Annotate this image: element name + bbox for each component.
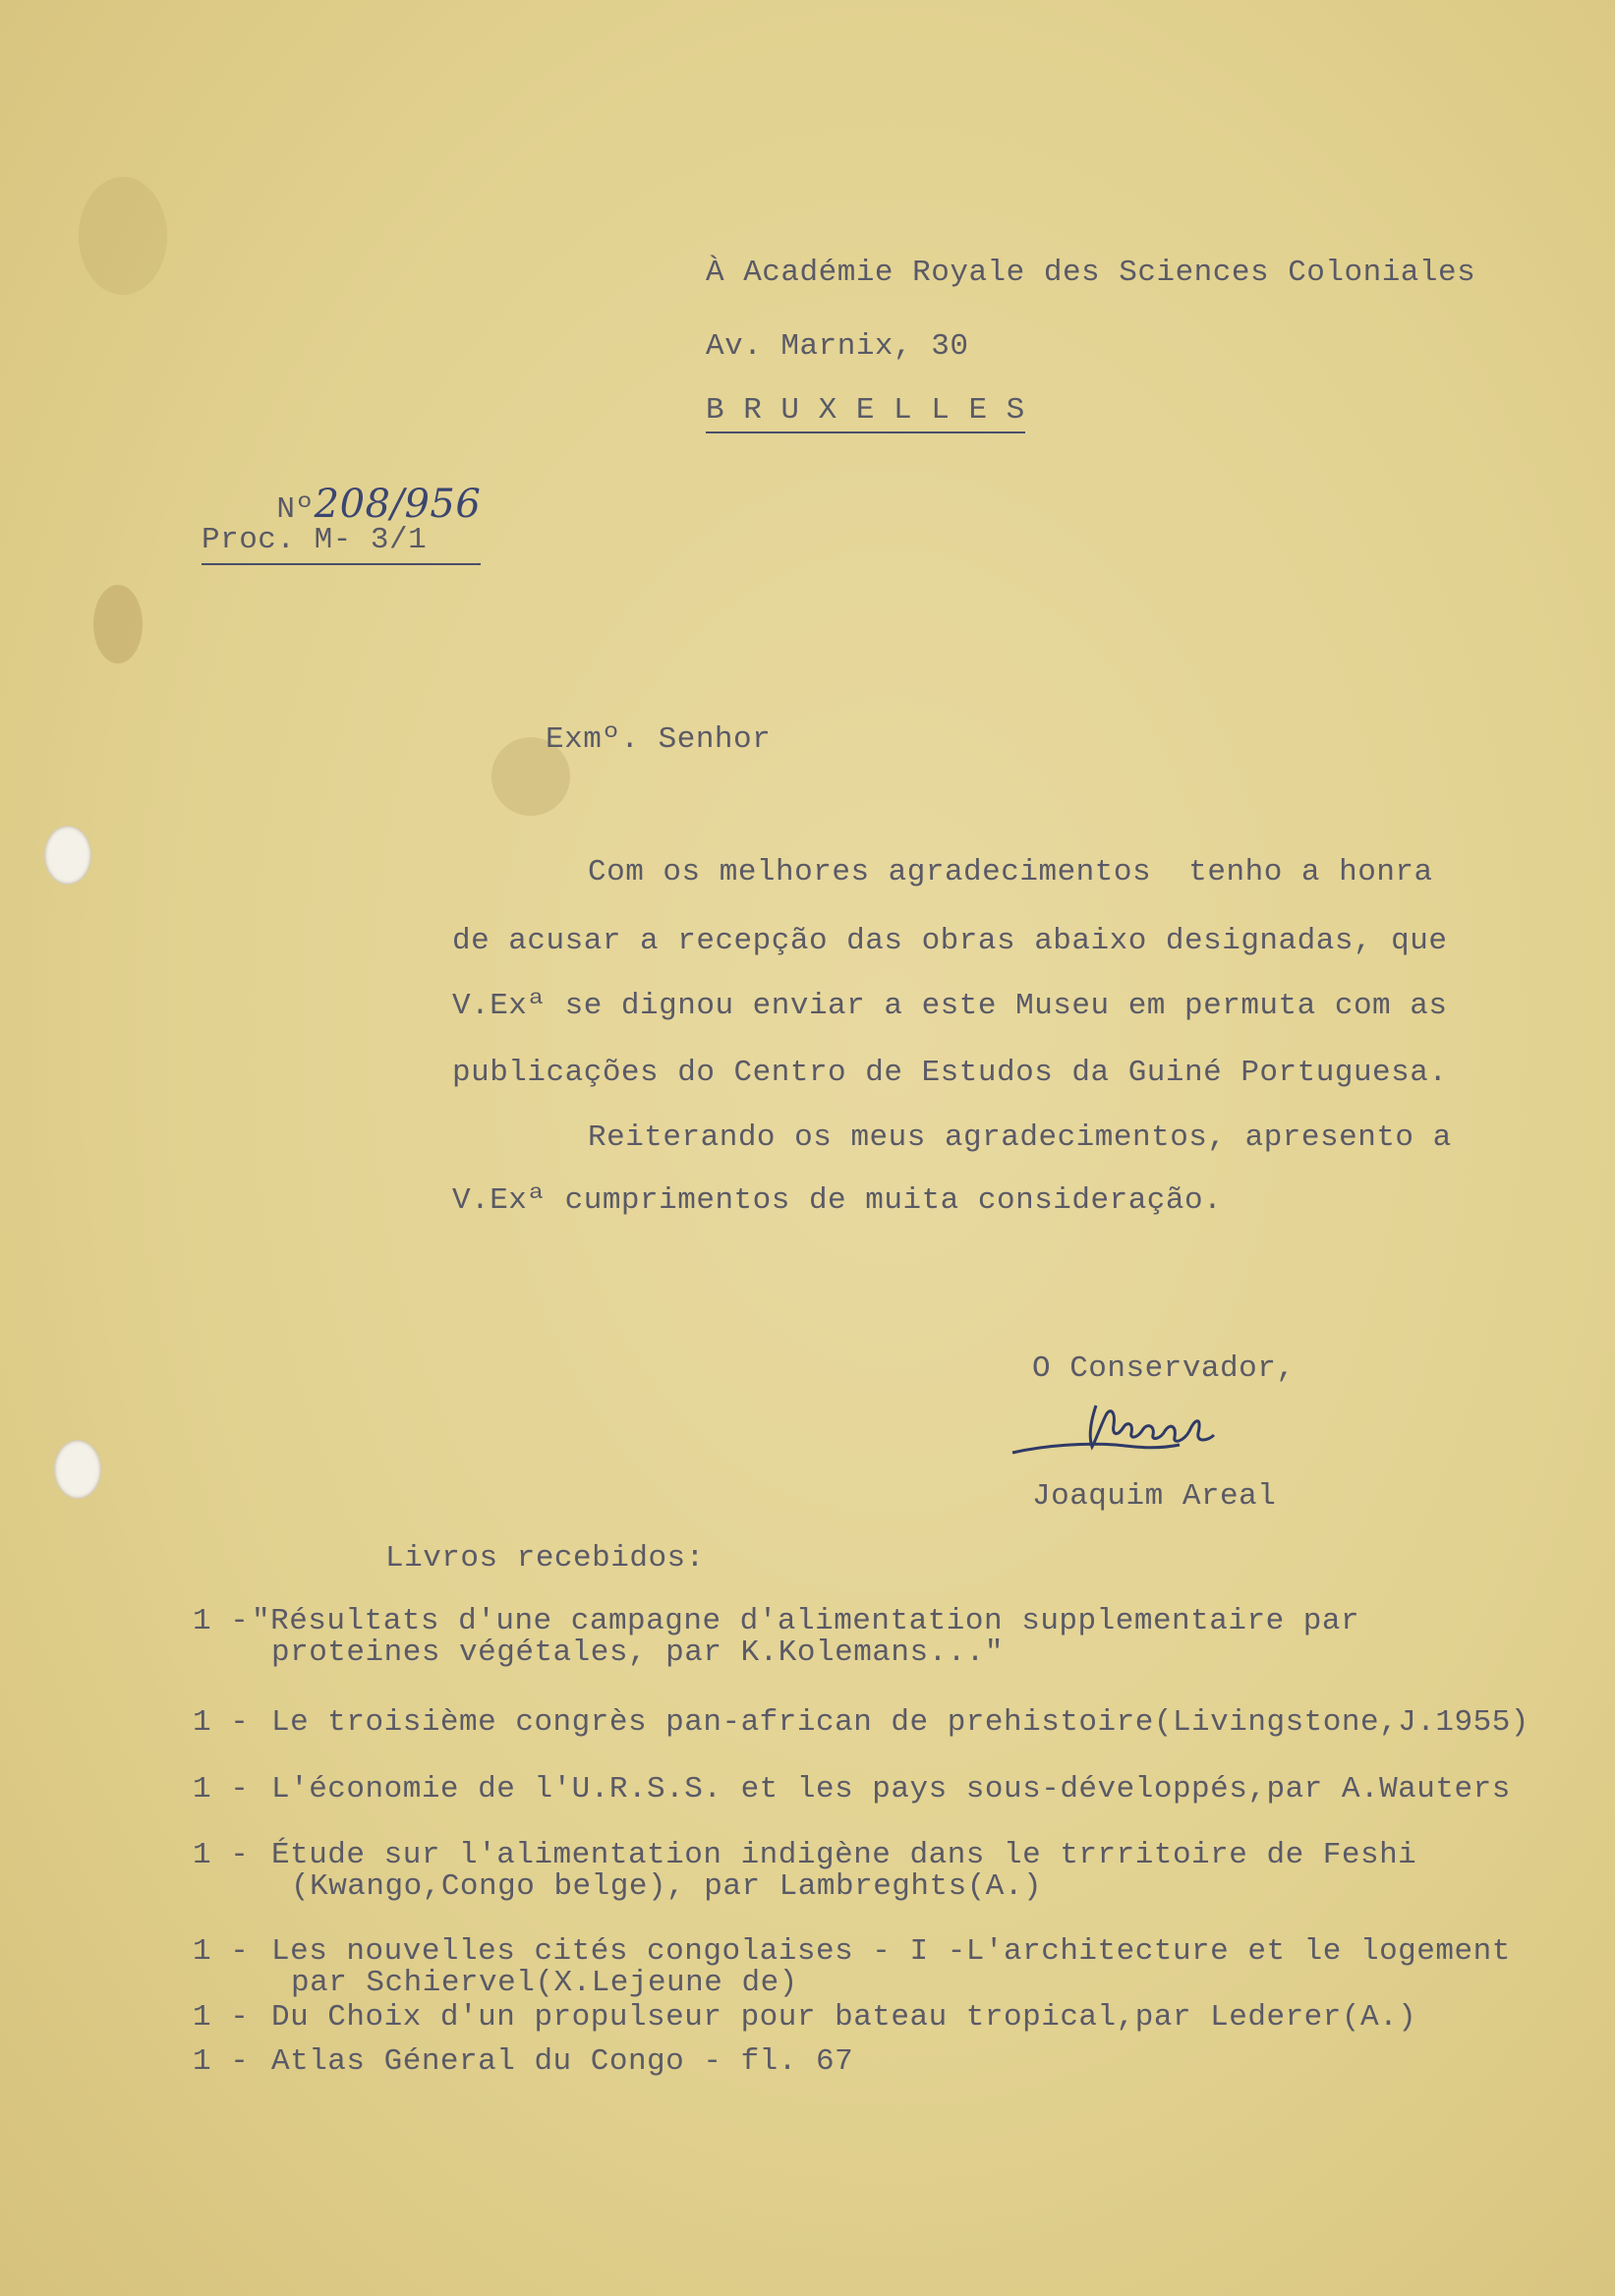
body-line: publicações do Centro de Estudos da Guiné Portuguesa. <box>452 1056 1448 1090</box>
punch-hole <box>44 826 91 885</box>
salutation: Exmº. Senhor <box>546 722 772 757</box>
item-line-1: Du Choix d'un propulseur pour bateau tropical,par Lederer(A.) <box>271 2000 1417 2035</box>
books-heading: Livros recebidos: <box>385 1541 705 1576</box>
body-line: V.Exª cumprimentos de muita consideração. <box>452 1183 1223 1218</box>
item-qty: 1 - <box>193 2000 250 2035</box>
item-line-2: (Kwango,Congo belge), par Lambreghts(A.) <box>291 1869 1043 1904</box>
punch-hole <box>54 1440 101 1499</box>
item-qty: 1 - <box>193 1838 250 1872</box>
body-line: de acusar a recepção das obras abaixo designadas, que <box>452 924 1448 958</box>
address-line-1: À Académie Royale des Sciences Coloniales <box>706 256 1476 290</box>
item-line-1: Atlas Géneral du Congo - fl. 67 <box>271 2044 854 2079</box>
item-line-2: proteines végétales, par K.Kolemans..." <box>271 1636 1005 1670</box>
body-line: Com os melhores agradecimentos tenho a honra <box>588 855 1433 890</box>
item-qty: 1 - <box>193 1772 250 1807</box>
item-line-1: "Résultats d'une campagne d'alimentation supplementaire par <box>252 1604 1360 1638</box>
item-line-2: par Schiervel(X.Lejeune de) <box>291 1966 798 2000</box>
paper-stain <box>93 585 143 663</box>
item-qty: 1 - <box>193 1705 250 1740</box>
proc-reference: Proc. M- 3/1 <box>202 523 428 557</box>
number-label: Nº <box>276 492 315 527</box>
item-line-1: Le troisième congrès pan-african de prehistoire(Livingstone,J.1955) <box>271 1705 1529 1740</box>
item-qty: 1 - <box>193 1604 250 1638</box>
paper-stain <box>79 177 167 295</box>
item-line-1: Étude sur l'alimentation indigène dans le trrritoire de Feshi <box>271 1838 1417 1872</box>
signature <box>1008 1396 1283 1464</box>
item-line-1: L'économie de l'U.R.S.S. et les pays sous-développés,par A.Wauters <box>271 1772 1511 1807</box>
closing-title: O Conservador, <box>1032 1351 1296 1386</box>
item-qty: 1 - <box>193 1934 250 1969</box>
handwritten-number: 208/956 <box>314 482 482 527</box>
body-line: Reiterando os meus agradecimentos, apresento a <box>588 1120 1452 1155</box>
closing-name: Joaquim Areal <box>1032 1479 1277 1514</box>
address-line-2: Av. Marnix, 30 <box>706 329 969 364</box>
item-qty: 1 - <box>193 2044 250 2079</box>
address-city: B R U X E L L E S <box>706 393 1025 433</box>
item-line-1: Les nouvelles cités congolaises - I -L'architecture et le logement <box>271 1934 1511 1969</box>
body-line: V.Exª se dignou enviar a este Museu em permuta com as <box>452 989 1448 1023</box>
